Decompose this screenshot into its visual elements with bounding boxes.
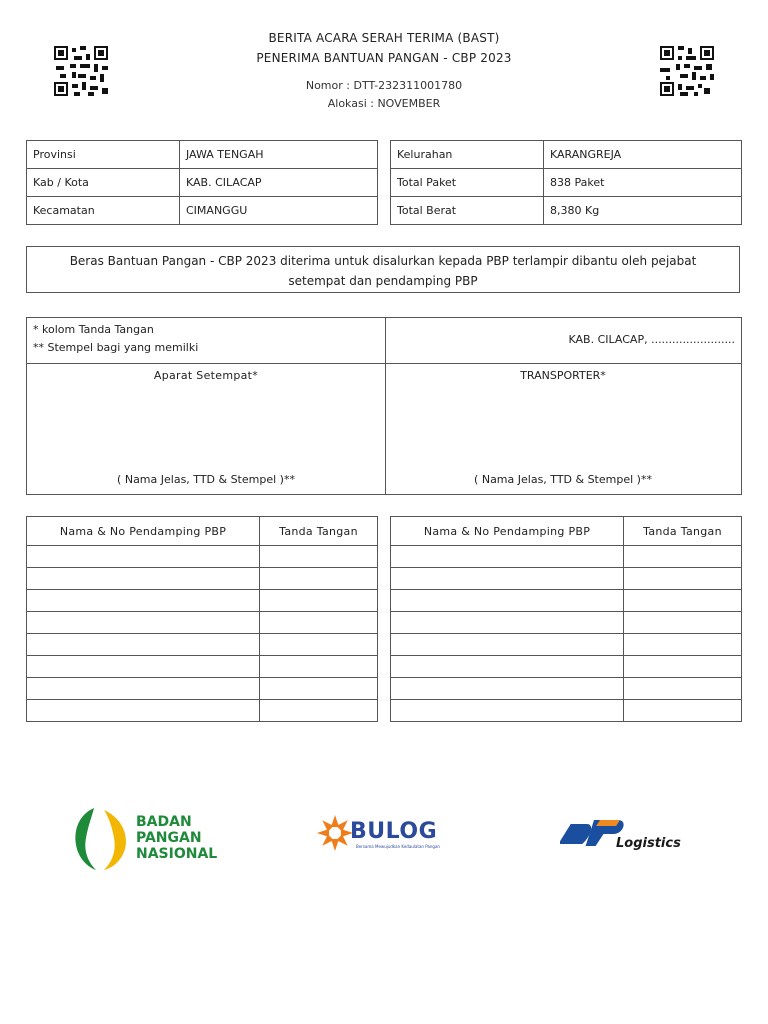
- notice-line-2: setempat dan pendamping PBP: [288, 274, 478, 288]
- bulog-wordmark: BULOG: [350, 819, 438, 844]
- value-cell: JAWA TENGAH: [180, 141, 378, 169]
- name-cell[interactable]: [391, 546, 624, 568]
- value-cell: CIMANGGU: [180, 197, 378, 225]
- dp-logistics-wordmark: Logistics: [616, 836, 681, 851]
- signature-block: [26, 317, 742, 495]
- value-cell: KARANGREJA: [544, 141, 742, 169]
- table-row: [27, 568, 378, 590]
- bulog-logo: [316, 814, 456, 854]
- notice-line-1: Beras Bantuan Pangan - CBP 2023 diterima untuk disalurkan kepada PBP terlampir dibantu oleh pejabat: [69, 254, 697, 268]
- signature-cell[interactable]: [260, 700, 378, 722]
- value-cell: KAB. CILACAP: [180, 169, 378, 197]
- stamp-note: ** Stempel bagi yang memilki: [33, 341, 199, 354]
- document-number: Nomor : DTT-232311001780: [305, 79, 463, 92]
- table-row: [391, 590, 742, 612]
- local-official-title: Aparat Setempat*: [153, 369, 259, 382]
- value-cell: 8,380 Kg: [544, 197, 742, 225]
- signature-cell[interactable]: [260, 678, 378, 700]
- signature-note: * kolom Tanda Tangan: [33, 323, 154, 336]
- table-row: [391, 634, 742, 656]
- table-row: [391, 700, 742, 722]
- signature-cell[interactable]: [624, 678, 742, 700]
- table-row: [391, 546, 742, 568]
- table-row: [391, 656, 742, 678]
- notice-box: [26, 246, 740, 293]
- dp-logistics-logo: [560, 814, 700, 858]
- column-header-signature: Tanda Tangan: [624, 517, 742, 546]
- bpn-text-line-3: NASIONAL: [136, 846, 218, 862]
- bpn-emblem-icon: [72, 806, 132, 872]
- name-cell[interactable]: [391, 634, 624, 656]
- signature-cell[interactable]: [624, 612, 742, 634]
- table-row: [27, 590, 378, 612]
- pendamping-table-right: [390, 516, 742, 722]
- name-cell[interactable]: [391, 678, 624, 700]
- table-row: [391, 612, 742, 634]
- signature-cell[interactable]: [260, 568, 378, 590]
- signature-cell[interactable]: [624, 546, 742, 568]
- signature-cell[interactable]: [260, 634, 378, 656]
- table-row: [27, 634, 378, 656]
- label-cell: Total Paket: [391, 169, 544, 197]
- divider: [385, 318, 386, 494]
- place-date: KAB. CILACAP, ........................: [568, 333, 735, 346]
- signature-cell[interactable]: [624, 634, 742, 656]
- name-cell[interactable]: [27, 700, 260, 722]
- name-cell[interactable]: [27, 612, 260, 634]
- table-row: [27, 700, 378, 722]
- name-cell[interactable]: [391, 590, 624, 612]
- bulog-sun-icon: [316, 814, 354, 852]
- package-info-table: [390, 140, 742, 225]
- table-row: [27, 141, 378, 169]
- name-cell[interactable]: [391, 700, 624, 722]
- name-cell[interactable]: [27, 590, 260, 612]
- signature-cell[interactable]: [624, 700, 742, 722]
- label-cell: Kelurahan: [391, 141, 544, 169]
- signature-cell[interactable]: [260, 656, 378, 678]
- label-cell: Provinsi: [27, 141, 180, 169]
- divider: [27, 363, 741, 364]
- name-cell[interactable]: [27, 678, 260, 700]
- label-cell: Kab / Kota: [27, 169, 180, 197]
- table-row: [27, 612, 378, 634]
- column-header-name: Nama & No Pendamping PBP: [391, 517, 624, 546]
- bpn-text-line-2: PANGAN: [136, 830, 202, 846]
- table-row: [27, 169, 378, 197]
- table-row: [391, 568, 742, 590]
- signature-cell[interactable]: [260, 590, 378, 612]
- table-row: [391, 169, 742, 197]
- document-subtitle: PENERIMA BANTUAN PANGAN - CBP 2023: [256, 51, 512, 65]
- name-cell[interactable]: [391, 612, 624, 634]
- name-cell[interactable]: [27, 568, 260, 590]
- bpn-text-line-1: BADAN: [136, 814, 192, 830]
- label-cell: Total Berat: [391, 197, 544, 225]
- table-header-row: [27, 517, 378, 546]
- table-header-row: [391, 517, 742, 546]
- bulog-tagline: Bersama Mewujudkan Kedaulatan Pangan: [356, 844, 440, 849]
- table-row: [27, 678, 378, 700]
- name-cell[interactable]: [27, 656, 260, 678]
- name-cell[interactable]: [391, 568, 624, 590]
- signature-cell[interactable]: [260, 612, 378, 634]
- table-row: [391, 141, 742, 169]
- signature-cell[interactable]: [624, 656, 742, 678]
- location-info-table: [26, 140, 378, 225]
- column-header-signature: Tanda Tangan: [260, 517, 378, 546]
- table-row: [27, 656, 378, 678]
- column-header-name: Nama & No Pendamping PBP: [27, 517, 260, 546]
- value-cell: 838 Paket: [544, 169, 742, 197]
- name-cell[interactable]: [27, 634, 260, 656]
- signature-cell[interactable]: [624, 590, 742, 612]
- table-row: [27, 546, 378, 568]
- local-official-signature-line: ( Nama Jelas, TTD & Stempel )**: [117, 473, 295, 486]
- table-row: [391, 197, 742, 225]
- label-cell: Kecamatan: [27, 197, 180, 225]
- transporter-title: TRANSPORTER*: [520, 369, 606, 382]
- table-row: [391, 678, 742, 700]
- name-cell[interactable]: [391, 656, 624, 678]
- table-row: [27, 197, 378, 225]
- allocation-month: Alokasi : NOVEMBER: [327, 97, 441, 110]
- transporter-signature-line: ( Nama Jelas, TTD & Stempel )**: [474, 473, 652, 486]
- badan-pangan-nasional-logo: [72, 806, 232, 872]
- pendamping-table-left: [26, 516, 378, 722]
- name-cell[interactable]: [27, 546, 260, 568]
- document-title: BERITA ACARA SERAH TERIMA (BAST): [268, 31, 500, 45]
- signature-cell[interactable]: [624, 568, 742, 590]
- signature-cell[interactable]: [260, 546, 378, 568]
